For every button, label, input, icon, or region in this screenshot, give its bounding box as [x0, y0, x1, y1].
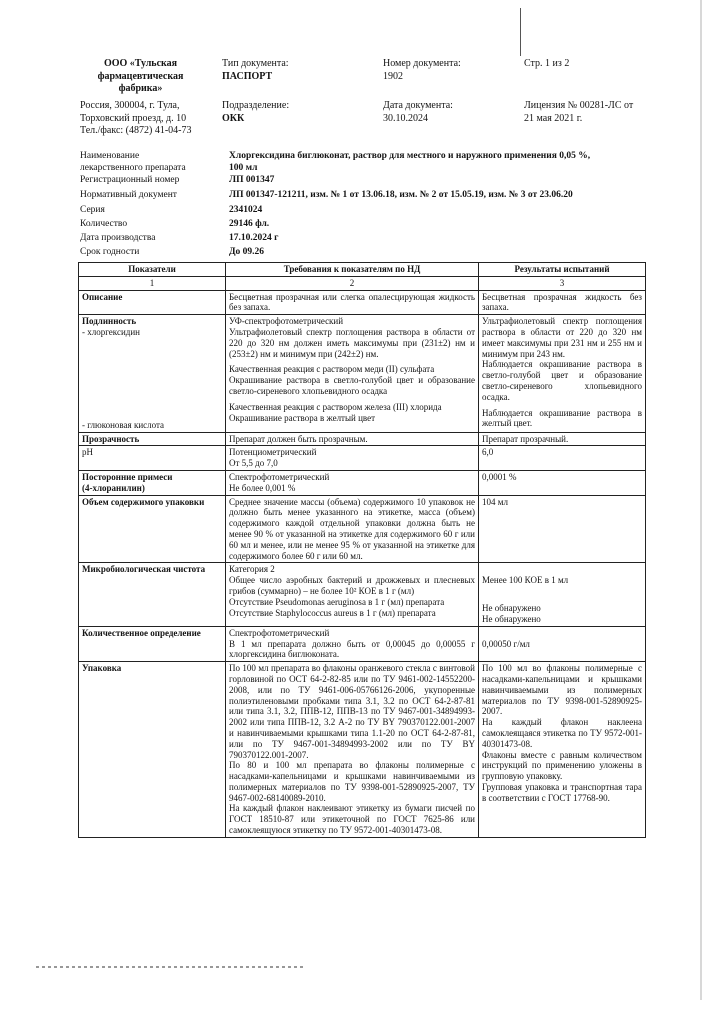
doc-date-value: 30.10.2024 — [383, 112, 428, 124]
row-quant-res: 0,00050 г/мл — [482, 638, 530, 649]
meta-row-reg — [80, 175, 680, 187]
license-line1: Лицензия № 00281-ЛС от — [524, 100, 634, 111]
row-impurities-req: Не более 0,001 % — [229, 482, 296, 493]
table-header-row — [79, 263, 646, 277]
meta-prod-value: 17.10.2024 г — [229, 233, 279, 244]
row-pack-name: Упаковка — [79, 662, 226, 838]
meta-series-value: 2341024 — [229, 204, 263, 215]
row-ph-method: Потенциометрический — [229, 447, 317, 458]
company-address-line2: Торховский проезд, д. 10 — [80, 112, 187, 124]
meta-row-exp — [80, 247, 680, 259]
meta-reg-value: ЛП 001347 — [229, 174, 275, 185]
header-results: Результаты испытаний — [479, 263, 646, 277]
page-number-block — [524, 58, 569, 71]
row-authenticity-name: Подлинность — [82, 316, 137, 327]
row-description-res: Бесцветная прозрачная жидкость без запаха. — [479, 290, 646, 315]
doc-number-label: Номер документа: — [383, 58, 461, 69]
table-row — [79, 470, 646, 495]
row-ph-req: От 5,5 до 7,0 — [229, 458, 278, 469]
scan-edge — [700, 0, 702, 1000]
row-micro-pseudo-req: Отсутствие Pseudomonas aeruginosa в 1 г (мл) препарата — [229, 596, 445, 607]
meta-name-label1: Наименование — [80, 151, 140, 161]
col-number-2: 2 — [226, 276, 479, 290]
product-meta — [80, 151, 680, 259]
table-row — [79, 495, 646, 563]
meta-exp-value: До 09.26 — [229, 247, 265, 258]
table-row — [79, 290, 646, 315]
meta-norm-value: ЛП 001347-121211, изм. № 1 от 13.06.18, изм. № 2 от 15.05.19, изм. № 3 от 23.06.20 — [229, 189, 573, 200]
row-micro-category: Категория 2 — [229, 564, 275, 575]
row-authenticity-fe-req2: Окрашивание раствора в желтый цвет — [229, 412, 376, 423]
doc-type-value: ПАСПОРТ — [222, 70, 273, 82]
header-requirements: Требования к показателям по НД — [226, 263, 479, 277]
meta-row-prod — [80, 233, 680, 245]
department-label: Подразделение: — [222, 100, 290, 111]
company-name-line2: фармацевтическая — [97, 70, 184, 82]
row-description-name: Описание — [79, 290, 226, 315]
table-row — [79, 626, 646, 661]
row-micro-staph-res: Не обнаружено — [482, 613, 541, 624]
row-volume-req: Среднее значение массы (объема) содержимого 10 упаковок не должно быть менее указанного на этикетке, масса (объем) содержимого каждой отдельной упаковки должна быть не менее 90 % от указанной на этикетке для содержимого 60 г или 60 мл и менее, или не менее 95 % от указанной на этикетке для содержимого более 60 г или 60 мл. — [226, 495, 479, 563]
row-authenticity-cu-req2: Окрашивание раствора в светло-голубой цвет и образование светло-сиреневого хлопьевидного осадка — [229, 375, 475, 396]
scan-mark — [520, 8, 521, 56]
row-volume-res: 104 мл — [479, 495, 646, 563]
scan-artifact — [36, 966, 306, 968]
row-pack-req1: По 100 мл препарата во флаконы оранжевого стекла с винтовой горловиной по ОСТ 64-2-82-85 или по ТУ 9461-002-14552200-2008, или по ТУ 9461-006-05766126-2006, укупоренные полиэтиленовыми пробками типа 3.1, 3.2 по ОСТ 64-2-87-81 или типа 3.1, 3.2, ППВ-12, ППВ-13 по ТУ 9467-001-34894993-2002 или типа ППВ-12, 3.2 А-2 по ТУ BY 790370122.001-2007 и навинчиваемыми крышками типа 1.1-20 по ОСТ 64-2-87-81, или по ТУ 9467-001-34894993-2002 или по ТУ BY 790370122.001-2007. — [229, 663, 475, 760]
row-clarity-res: Препарат прозрачный. — [479, 432, 646, 446]
row-micro-staph-req: Отсутствие Staphylococcus aureus в 1 г (мл) препарата — [229, 607, 436, 618]
col-number-3: 3 — [479, 276, 646, 290]
row-pack-res4: Групповая упаковка и транспортная тара в соответствии с ГОСТ 17768-90. — [482, 781, 642, 803]
row-pack-res2: На каждый флакон наклеена самоклеящаяся этикетка по ТУ 9572-001-40301473-08. — [482, 717, 642, 749]
company-block — [78, 58, 203, 96]
license-block — [524, 100, 633, 125]
doc-date-block — [383, 100, 453, 125]
row-pack-req3: На каждый флакон наклеивают этикетку из бумаги писчей по ГОСТ 18510-87 или этикеточной по ГОСТ 7625-86 или самоклеящуюся этикетку по ТУ 9572-001-40301473-08. — [229, 803, 475, 836]
test-results-table — [78, 262, 646, 838]
row-pack-req2: По 80 и 100 мл препарата во флаконы полимерные с насадками-капельницами и крышками навинчиваемыми из полимерных материалов по ТУ 9398-001-52890925-2007, ТУ 9467-002-68140089-2010. — [229, 760, 475, 803]
row-pack-res1: По 100 мл во флаконы полимерные с насадками-капельницами и крышками навинчиваемыми из полимерных материалов по ТУ 9398-001-52890925-2007. — [482, 663, 642, 717]
meta-row-name — [80, 151, 680, 175]
row-quant-method: Спектрофотометрический — [229, 627, 330, 638]
table-row — [79, 432, 646, 446]
col-number-1: 1 — [79, 276, 226, 290]
row-authenticity-cu-req: Качественная реакция с раствором меди (II) сульфата — [229, 364, 435, 375]
department-block — [222, 100, 289, 125]
meta-qty-value: 29146 фл. — [229, 219, 270, 230]
row-authenticity-method: УФ-спектрофотометрический — [229, 316, 344, 327]
row-micro-pseudo-res: Не обнаружено — [482, 603, 541, 614]
row-volume-name: Объем содержимого упаковки — [79, 495, 226, 563]
company-phone: Тел./факс: (4872) 41-04-73 — [80, 125, 192, 136]
row-authenticity-fe-res: Наблюдается окрашивание раствора в желтый цвет. — [482, 407, 642, 429]
page-number: Стр. 1 из 2 — [524, 58, 570, 69]
row-ph-res: 6,0 — [479, 446, 646, 471]
meta-reg-label: Регистрационный номер — [80, 174, 180, 185]
doc-number-value: 1902 — [383, 70, 403, 82]
doc-type-label: Тип документа: — [222, 58, 289, 69]
meta-row-norm — [80, 190, 680, 202]
doc-date-label: Дата документа: — [383, 100, 453, 111]
row-impurities-method: Спектрофотометрический — [229, 471, 330, 482]
meta-row-qty — [80, 219, 680, 231]
table-row — [79, 446, 646, 471]
row-impurities-name2: (4-хлоранилин) — [82, 482, 145, 493]
row-authenticity-uv-res: Ультрафиолетовый спектр поглощения раствора в области от 220 до 320 нм имеет максимумы при 231 нм и 255 нм и минимум при 243 нм. — [482, 316, 642, 359]
doc-type-block — [222, 58, 289, 83]
meta-name-value1: Хлоргексидина биглюконат, раствор для местного и наружного применения 0,05 %, — [229, 151, 591, 161]
row-clarity-req: Препарат должен быть прозрачным. — [226, 432, 479, 446]
row-authenticity-sub2: - глюконовая кислота — [82, 419, 165, 430]
row-micro-name: Микробиологическая чистота — [79, 563, 226, 626]
row-micro-total-req: Общее число аэробных бактерий и дрожжевых и плесневых грибов (суммарно) – не более 10² КОЕ в 1 г (мл) — [229, 575, 475, 596]
department-value: ОКК — [222, 112, 245, 124]
header-indicators: Показатели — [79, 263, 226, 277]
meta-name-value2: 100 мл — [229, 162, 258, 173]
company-name-line1: ООО «Тульская — [103, 58, 178, 69]
row-authenticity-sub1: - хлоргексидин — [82, 326, 140, 337]
meta-prod-label: Дата производства — [80, 233, 156, 244]
row-pack-res3: Флаконы вместе с равным количеством инструкций по применению уложены в групповую упаковку. — [482, 749, 642, 782]
row-micro-total-res: Менее 100 КОЕ в 1 мл — [482, 575, 569, 586]
meta-series-label: Серия — [80, 204, 105, 215]
meta-norm-label: Нормативный документ — [80, 189, 177, 200]
row-impurities-name1: Посторонние примеси — [82, 471, 173, 482]
table-row — [79, 563, 646, 626]
row-authenticity-cu-res: Наблюдается окрашивание раствора в светло-голубой цвет и образование светло-сиреневого хлопьевидного осадка. — [482, 359, 642, 402]
row-ph-name: pH — [79, 446, 226, 471]
row-authenticity-uv-req: Ультрафиолетовый спектр поглощения раствора в области от 220 до 320 нм должен иметь максимумы при (231±2) нм и (253±2) нм и минимум при (242±2) нм. — [229, 326, 475, 359]
row-quant-name: Количественное определение — [79, 626, 226, 661]
table-row — [79, 315, 646, 432]
row-impurities-res: 0,0001 % — [479, 470, 646, 495]
meta-qty-label: Количество — [80, 219, 128, 230]
table-number-row — [79, 276, 646, 290]
row-quant-req: В 1 мл препарата должно быть от 0,00045 до 0,00055 г хлоргексидина биглюконата. — [229, 638, 475, 660]
meta-row-series — [80, 205, 680, 217]
company-address — [80, 100, 192, 138]
row-description-req: Бесцветная прозрачная или слегка опалесцирующая жидкость без запаха. — [226, 290, 479, 315]
meta-exp-label: Срок годности — [80, 247, 140, 258]
license-line2: 21 мая 2021 г. — [524, 112, 583, 124]
row-authenticity-fe-req: Качественная реакция с раствором железа (III) хлорида — [229, 401, 442, 412]
doc-number-block — [383, 58, 461, 83]
company-name-line3: фабрика» — [118, 83, 163, 94]
row-clarity-name: Прозрачность — [79, 432, 226, 446]
table-row — [79, 662, 646, 838]
meta-name-label2: лекарственного препарата — [80, 162, 186, 173]
company-address-line1: Россия, 300004, г. Тула, — [80, 100, 180, 111]
